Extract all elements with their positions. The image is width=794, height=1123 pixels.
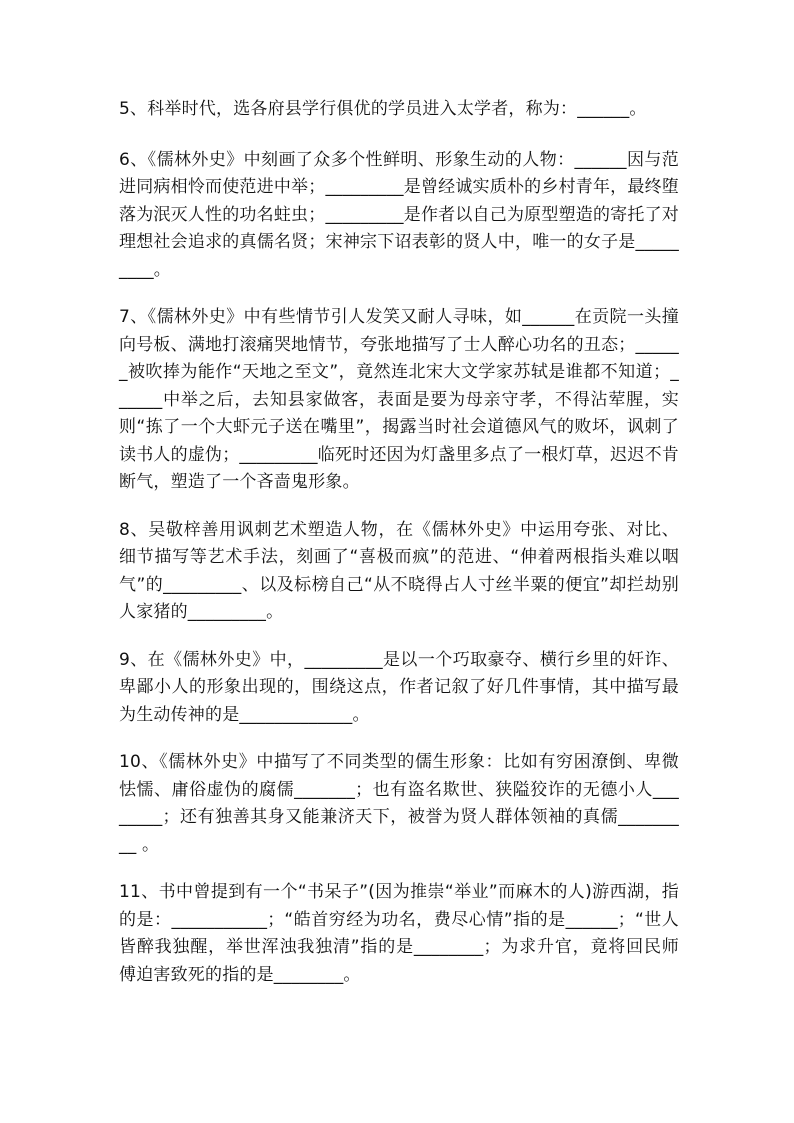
question-7: 7、《儒林外史》中有些情节引人发笑又耐人寻味，如______在贡院一头撞向号板、满地打滚痛哭地情节，夸张地描写了士人醉心功名的丑态；______被吹捧为能作“天地之至文”，竟然连北宋大文学家苏轼是谁都不知道；______中举之后，去知县家做客，表面是要为母亲守孝，不得沾荤腥，实则“拣了一个大虾元子送在嘴里”，揭露当时社会道德风气的败坏，讽刺了读书人的虚伪；_________临死时还因为灯盏里多点了一根灯草，迟迟不肯断气，塑造了一个吝啬鬼形象。	[119, 307, 679, 492]
question-6: 6、《儒林外史》中刻画了众多个性鲜明、形象生动的人物：______因与范进同病相怜而使范进中举；_________是曾经诚实质朴的乡村青年，最终堕落为泯灭人性的功名蛀虫；_________是作者以自己为原型塑造的寄托了对理想社会追求的真儒名贤；宋神宗下诏表彰的贤人中，唯一的女子是_________。	[119, 149, 679, 280]
question-5: 5、科举时代，选各府县学行俱优的学员进入太学者，称为：______。	[119, 99, 647, 119]
question-8: 8、吴敬梓善用讽刺艺术塑造人物，在《儒林外史》中运用夸张、对比、细节描写等艺术手法，刻画了“喜极而疯”的范进、“伸着两根指头难以咽气”的_________、以及标榜自己“从不晓得占人寸丝半粟的便宜”却拦劫别人家猪的_________。	[119, 519, 679, 622]
worksheet-page	[119, 96, 679, 1009]
question-11: 11、书中曾提到有一个“书呆子”(因为推崇“举业”而麻木的人)游西湖，指的是：___________；“皓首穷经为功名，费尽心情”指的是______；“世人皆醉我独醒，举世浑浊我独清”指的是________；为求升官，竟将回民师傅迫害致死的指的是________。	[119, 882, 679, 985]
question-9: 9、在《儒林外史》中，_________是以一个巧取豪夺、横行乡里的奸诈、卑鄙小人的形象出现的，围绕这点，作者记叙了好几件事情，其中描写最为生动传神的是_____________。	[119, 649, 679, 725]
question-10: 10、《儒林外史》中描写了不同类型的儒生形象：比如有穷困潦倒、卑微怯懦、庸俗虚伪的腐儒_______；也有盗名欺世、狭隘狡诈的无德小人________；还有独善其身又能兼济天下，被誉为贤人群体领袖的真儒_________ 。	[119, 752, 679, 855]
